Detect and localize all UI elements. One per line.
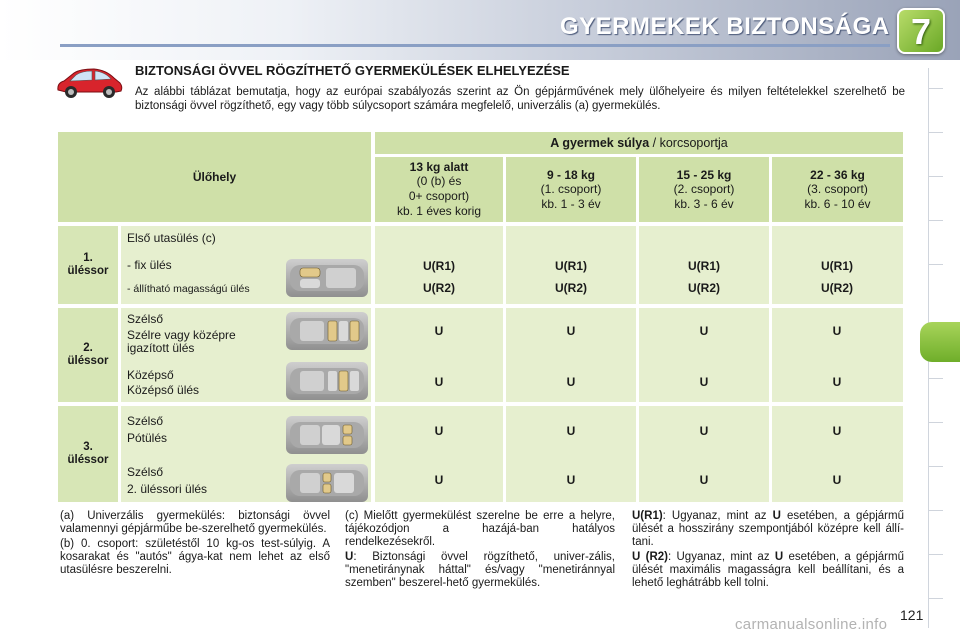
col2-group: (2. csoport)	[673, 181, 735, 196]
row1-col3-fixed-value: U(R1)	[821, 259, 853, 273]
row3-number: 3.	[83, 441, 93, 453]
row3-col0-second-row-value: U	[434, 473, 444, 487]
footnote-b: (b) 0. csoport: születéstől 10 kg-os test-súlyig. A kosarakat és "autós" ágya-kat nem lehet az első utasülésre beszerelni.	[60, 538, 330, 576]
seat-column-header	[58, 132, 371, 222]
row3-desc-outer-detail: Pótülés	[127, 431, 168, 445]
footnote-ur2	[632, 551, 904, 590]
footnote-a: (a) Univerzális gyermekülés: biztonsági övvel valamennyi gépjárműbe be-szerelhető gyermekülés.	[60, 510, 330, 535]
col2-weight: 15 - 25 kg	[676, 167, 732, 182]
footnote-u	[345, 551, 615, 590]
row3-col1-second-row-value: U	[566, 473, 576, 487]
row3-desc-outer-2: Szélső	[127, 465, 164, 479]
row1-name: üléssor	[67, 265, 109, 277]
column-header-group0	[375, 157, 503, 222]
row2-number: 2.	[83, 342, 93, 354]
footnote-u-key: U	[345, 551, 354, 563]
col1-group: (1. csoport)	[540, 181, 602, 196]
row1-col1-adjustable-value: U(R2)	[555, 281, 587, 295]
col0-group-cont: 0+ csoport)	[408, 189, 470, 203]
active-chapter-tab[interactable]	[920, 322, 960, 362]
col3-weight: 22 - 36 kg	[810, 167, 865, 182]
row3-col3-cell	[772, 406, 903, 502]
row-label-2	[58, 308, 118, 402]
seat-diagram-row3-jump	[286, 416, 368, 454]
row2-col1-outer-value: U	[566, 324, 576, 338]
row2-desc-outer-detail-2: igazított ülés	[127, 341, 195, 355]
column-header-group2	[639, 157, 769, 222]
row3-col3-jump-value: U	[832, 424, 842, 438]
row1-col3-adjustable-value: U(R2)	[821, 281, 853, 295]
chapter-number-badge: 7	[897, 8, 945, 54]
footnotes-right	[632, 510, 904, 592]
row2-name: üléssor	[67, 355, 109, 367]
footnote-ur1-key: U(R1)	[632, 510, 663, 522]
row2-desc-outer-detail: Szélre vagy középre	[127, 328, 236, 342]
row3-col2-second-row-value: U	[699, 473, 709, 487]
footnote-ur1-u: U	[772, 510, 781, 522]
footnote-ur2-text-2: esetében, a gépjármű ülését maximális magasságra kell beállítani, és a lehető leghátrább kell tolni.	[632, 551, 904, 589]
row3-name: üléssor	[67, 454, 109, 466]
row-label-3	[58, 406, 118, 502]
seat-diagram-row2-outer	[286, 312, 368, 350]
row1-desc-fixed: - fix ülés	[127, 258, 172, 272]
row1-col1-fixed-value: U(R1)	[555, 259, 587, 273]
row3-col3-second-row-value: U	[832, 473, 842, 487]
row2-col0-middle-value: U	[434, 375, 444, 389]
footnote-ur2-text-1: : Ugyanaz, mint az	[667, 551, 775, 563]
row2-desc-outer: Szélső	[127, 312, 164, 326]
row2-col2-middle-value: U	[699, 375, 709, 389]
row1-number: 1.	[83, 252, 93, 264]
col0-age: kb. 1 éves korig	[396, 204, 482, 218]
seat-header-label: Ülőhely	[192, 170, 237, 184]
row2-col3-middle-value: U	[832, 375, 842, 389]
watermark: carmanualsonline.info	[735, 616, 888, 633]
row1-col0-fixed-value: U(R1)	[423, 259, 455, 273]
row3-col2-cell	[639, 406, 769, 502]
seat-diagram-row3-second-row	[286, 464, 368, 502]
col0-group: (0 (b) és	[416, 174, 462, 188]
footnote-ur2-key: U (R2)	[632, 551, 668, 563]
weight-group-header	[375, 132, 903, 154]
row3-col1-cell	[506, 406, 636, 502]
row1-desc-adjustable: - állítható magasságú ülés	[127, 283, 250, 295]
footnote-ur2-u: U	[774, 551, 784, 563]
row2-desc-middle-detail: Középső ülés	[127, 383, 200, 397]
footnotes-middle	[345, 510, 615, 592]
row2-col2-outer-value: U	[699, 324, 709, 338]
footnote-ur1	[632, 510, 904, 549]
footnote-ur1-text-1: : Ugyanaz, mint az	[662, 510, 773, 522]
row1-col0-adjustable-value: U(R2)	[423, 281, 455, 295]
row2-col3-outer-value: U	[832, 324, 842, 338]
red-car-icon	[54, 66, 124, 100]
footnote-ur1-text-2: esetében, a gépjármű ülését a hosszirány szempontjából középre kell állí-tani.	[632, 510, 904, 548]
col0-weight: 13 kg alatt	[409, 160, 469, 174]
seat-diagram-row2-middle	[286, 362, 368, 400]
footnote-c: (c) Mielőtt gyermekülést szerelne be erre a helyre, tájékozódjon a hazájá-ban hatályos rendelkezésekről.	[345, 510, 615, 548]
seat-diagram-front	[286, 259, 368, 297]
column-header-group3	[772, 157, 903, 222]
footnote-u-text: : Biztonsági övvel rögzíthető, univer-zális, "menetiránynak háttal" és/vagy "menetiránnyal szemben" beszerel-hető gyermekülés.	[345, 551, 615, 589]
row1-desc-title: Első utasülés (c)	[127, 231, 216, 245]
row3-desc-outer: Szélső	[127, 414, 164, 428]
page-number: 121	[900, 607, 924, 623]
row2-col1-middle-value: U	[566, 375, 576, 389]
row3-col2-jump-value: U	[699, 424, 709, 438]
weight-header-bold: A gyermek súlya	[550, 136, 650, 150]
chapter-title: GYERMEKEK BIZTONSÁGA	[560, 13, 890, 40]
weight-header-rest: / korcsoportja	[649, 136, 728, 150]
row3-desc-outer-2-detail: 2. üléssori ülés	[127, 482, 208, 496]
column-header-group1	[506, 157, 636, 222]
row3-col0-jump-value: U	[434, 424, 444, 438]
section-title: BIZTONSÁGI ÖVVEL RÖGZÍTHETŐ GYERMEKÜLÉSEK ELHELYEZÉSE	[135, 63, 570, 78]
row3-col0-cell	[375, 406, 503, 502]
col3-group: (3. csoport)	[807, 181, 868, 196]
footnotes-left	[60, 510, 330, 579]
row-label-1	[58, 226, 118, 304]
intro-paragraph: Az alábbi táblázat bemutatja, hogy az európai szabályozás szerint az Ön gépjárművének mely ülőhelyeire és milyen feltételekkel szerelhető be biztonsági övvel rögzíthető, egy vagy több súlycsoport számára megfelelő, univerzális (a) gyermekülés.	[135, 86, 905, 112]
col3-age: kb. 6 - 10 év	[804, 196, 871, 211]
row2-col0-outer-value: U	[434, 324, 444, 338]
header-rule	[60, 44, 890, 47]
col2-age: kb. 3 - 6 év	[674, 196, 734, 211]
row2-desc-middle: Középső	[127, 368, 174, 382]
row1-col2-adjustable-value: U(R2)	[688, 281, 720, 295]
col1-weight: 9 - 18 kg	[546, 167, 596, 182]
col1-age: kb. 1 - 3 év	[541, 196, 601, 211]
row3-col1-jump-value: U	[566, 424, 576, 438]
row1-col2-fixed-value: U(R1)	[688, 259, 720, 273]
